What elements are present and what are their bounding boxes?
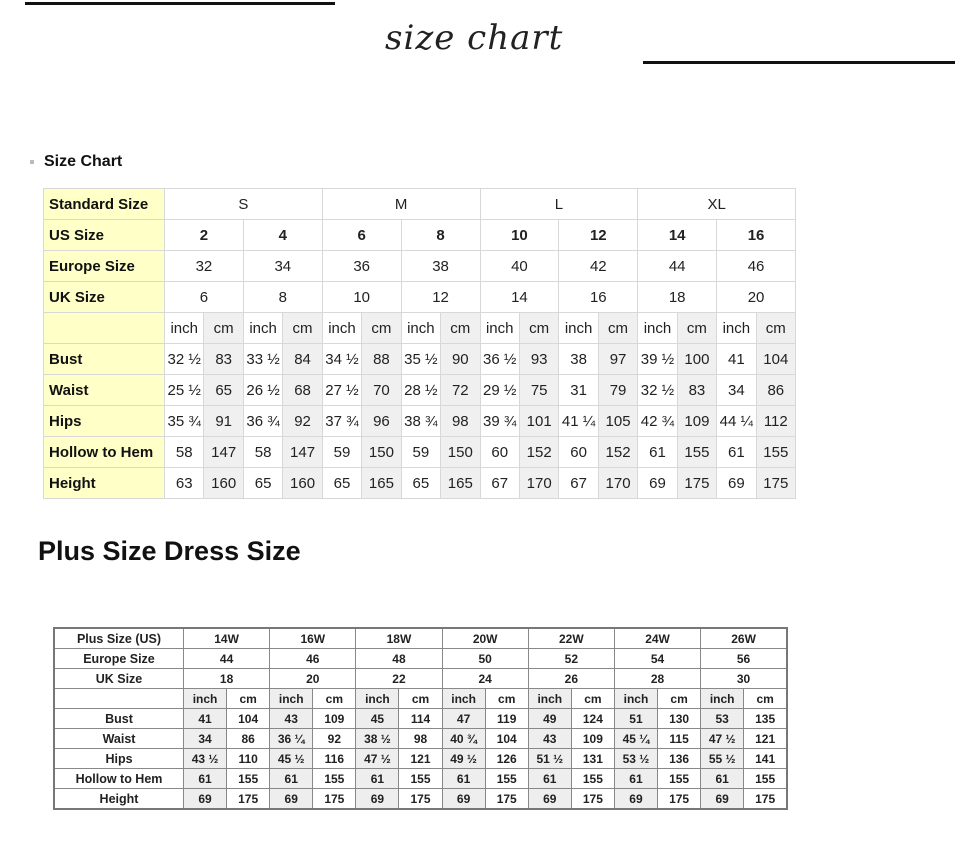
measurement-value: 79: [598, 375, 637, 406]
size-value: 16: [559, 282, 638, 313]
size-value: 46: [270, 649, 356, 669]
measurement-value: 124: [571, 709, 614, 729]
row-label: US Size: [44, 220, 165, 251]
measurement-value: 135: [744, 709, 787, 729]
unit-header: cm: [283, 313, 322, 344]
europe-size-row: [44, 251, 796, 282]
size-value: 36: [322, 251, 401, 282]
size-header: L: [480, 189, 638, 220]
measurement-value: 160: [283, 468, 322, 499]
measurement-value: 45: [356, 709, 399, 729]
measurement-value: 175: [227, 789, 270, 810]
measurement-row: [54, 709, 787, 729]
measurement-value: 53 ½: [614, 749, 657, 769]
size-value: 8: [401, 220, 480, 251]
measurement-value: 69: [717, 468, 756, 499]
unit-header: inch: [559, 313, 598, 344]
measurement-value: 35 ¾: [165, 406, 204, 437]
size-value: 26W: [701, 628, 787, 649]
size-value: 22: [356, 669, 442, 689]
measurement-value: 39 ½: [638, 344, 677, 375]
measurement-value: 39 ¾: [480, 406, 519, 437]
measurement-value: 69: [184, 789, 227, 810]
measurement-value: 65: [322, 468, 361, 499]
measurement-value: 69: [442, 789, 485, 810]
measurement-value: 43: [528, 729, 571, 749]
measurement-value: 152: [519, 437, 558, 468]
page-title: size chart: [385, 18, 564, 58]
measurement-value: 155: [658, 769, 701, 789]
decorative-line-left: [25, 2, 335, 5]
measurement-value: 47 ½: [701, 729, 744, 749]
measurement-row: [54, 729, 787, 749]
measurement-value: 69: [614, 789, 657, 810]
size-chart-heading: [30, 153, 122, 171]
unit-header: inch: [165, 313, 204, 344]
unit-header: inch: [442, 689, 485, 709]
measurement-value: 32 ½: [638, 375, 677, 406]
unit-header: inch: [614, 689, 657, 709]
measurement-value: 33 ½: [243, 344, 282, 375]
measurement-value: 104: [756, 344, 795, 375]
measurement-value: 97: [598, 344, 637, 375]
row-label: Bust: [54, 709, 184, 729]
size-value: 4: [243, 220, 322, 251]
measurement-value: 175: [658, 789, 701, 810]
measurement-value: 155: [399, 769, 442, 789]
measurement-value: 59: [401, 437, 440, 468]
measurement-value: 65: [401, 468, 440, 499]
decorative-line-right: [643, 61, 955, 64]
measurement-value: 147: [204, 437, 243, 468]
measurement-value: 131: [571, 749, 614, 769]
measurement-value: 36 ½: [480, 344, 519, 375]
unit-header: cm: [485, 689, 528, 709]
measurement-value: 41 ¼: [559, 406, 598, 437]
size-header: S: [165, 189, 323, 220]
measurement-value: 110: [227, 749, 270, 769]
measurement-value: 69: [638, 468, 677, 499]
measurement-value: 93: [519, 344, 558, 375]
measurement-value: 175: [399, 789, 442, 810]
size-value: 38: [401, 251, 480, 282]
unit-header: inch: [717, 313, 756, 344]
measurement-value: 121: [399, 749, 442, 769]
measurement-value: 34 ½: [322, 344, 361, 375]
row-label: Waist: [44, 375, 165, 406]
measurement-value: 165: [362, 468, 401, 499]
unit-header: inch: [528, 689, 571, 709]
measurement-value: 155: [571, 769, 614, 789]
measurement-value: 170: [519, 468, 558, 499]
measurement-value: 58: [165, 437, 204, 468]
size-value: 14: [638, 220, 717, 251]
measurement-value: 61: [356, 769, 399, 789]
size-chart-heading-text: Size Chart: [44, 153, 123, 170]
measurement-value: 121: [744, 729, 787, 749]
row-label: Hollow to Hem: [54, 769, 184, 789]
size-value: 10: [322, 282, 401, 313]
unit-header: inch: [401, 313, 440, 344]
measurement-value: 28 ½: [401, 375, 440, 406]
measurement-value: 175: [313, 789, 356, 810]
measurement-value: 72: [441, 375, 480, 406]
measurement-value: 126: [485, 749, 528, 769]
size-value: 14W: [184, 628, 270, 649]
measurement-value: 59: [322, 437, 361, 468]
unit-header: inch: [184, 689, 227, 709]
measurement-value: 44 ¼: [717, 406, 756, 437]
measurement-value: 45 ¼: [614, 729, 657, 749]
measurement-value: 155: [313, 769, 356, 789]
size-value: 34: [243, 251, 322, 282]
measurement-value: 150: [362, 437, 401, 468]
size-value: 44: [638, 251, 717, 282]
size-value: 32: [165, 251, 244, 282]
measurement-value: 29 ½: [480, 375, 519, 406]
measurement-value: 67: [559, 468, 598, 499]
unit-header: inch: [243, 313, 282, 344]
measurement-value: 115: [658, 729, 701, 749]
measurement-value: 116: [313, 749, 356, 769]
unit-header: inch: [322, 313, 361, 344]
measurement-value: 136: [658, 749, 701, 769]
measurement-value: 63: [165, 468, 204, 499]
measurement-value: 112: [756, 406, 795, 437]
measurement-value: 141: [744, 749, 787, 769]
measurement-value: 38 ¾: [401, 406, 440, 437]
measurement-value: 69: [270, 789, 313, 810]
measurement-value: 92: [283, 406, 322, 437]
measurement-value: 31: [559, 375, 598, 406]
row-label: Hips: [44, 406, 165, 437]
measurement-value: 165: [441, 468, 480, 499]
measurement-value: 155: [756, 437, 795, 468]
size-value: 2: [165, 220, 244, 251]
measurement-value: 109: [571, 729, 614, 749]
unit-header: cm: [677, 313, 716, 344]
size-value: 52: [528, 649, 614, 669]
measurement-value: 43 ½: [184, 749, 227, 769]
size-value: 18: [638, 282, 717, 313]
measurement-value: 61: [717, 437, 756, 468]
measurement-value: 35 ½: [401, 344, 440, 375]
measurement-value: 61: [442, 769, 485, 789]
measurement-value: 67: [480, 468, 519, 499]
measurement-value: 98: [399, 729, 442, 749]
measurement-value: 86: [756, 375, 795, 406]
size-value: 10: [480, 220, 559, 251]
measurement-row: [44, 375, 796, 406]
size-value: 42: [559, 251, 638, 282]
measurement-value: 101: [519, 406, 558, 437]
measurement-value: 170: [598, 468, 637, 499]
measurement-row: [54, 749, 787, 769]
plus-size-heading: Plus Size Dress Size: [38, 536, 301, 566]
measurement-value: 175: [571, 789, 614, 810]
unit-header: cm: [441, 313, 480, 344]
measurement-value: 42 ¾: [638, 406, 677, 437]
size-value: 16: [717, 220, 796, 251]
measurement-value: 90: [441, 344, 480, 375]
measurement-row: [54, 769, 787, 789]
unit-header: inch: [270, 689, 313, 709]
row-label: Plus Size (US): [54, 628, 184, 649]
size-chart-table: [43, 188, 796, 499]
units-row: [54, 689, 787, 709]
size-value: 46: [717, 251, 796, 282]
measurement-value: 109: [677, 406, 716, 437]
units-row: [44, 313, 796, 344]
measurement-value: 69: [701, 789, 744, 810]
row-label: UK Size: [44, 282, 165, 313]
measurement-value: 26 ½: [243, 375, 282, 406]
measurement-row: [44, 468, 796, 499]
row-label: Standard Size: [44, 189, 165, 220]
unit-header: inch: [480, 313, 519, 344]
measurement-value: 34: [717, 375, 756, 406]
measurement-value: 65: [243, 468, 282, 499]
measurement-value: 109: [313, 709, 356, 729]
measurement-value: 91: [204, 406, 243, 437]
measurement-value: 32 ½: [165, 344, 204, 375]
measurement-value: 36 ¼: [270, 729, 313, 749]
row-label: Waist: [54, 729, 184, 749]
size-value: 44: [184, 649, 270, 669]
row-label: Hollow to Hem: [44, 437, 165, 468]
size-value: 20W: [442, 628, 528, 649]
size-value: 12: [559, 220, 638, 251]
size-value: 18: [184, 669, 270, 689]
us-size-row: [54, 628, 787, 649]
size-value: 8: [243, 282, 322, 313]
measurement-value: 60: [480, 437, 519, 468]
measurement-value: 130: [658, 709, 701, 729]
uk-size-row: [44, 282, 796, 313]
measurement-value: 104: [227, 709, 270, 729]
size-value: 16W: [270, 628, 356, 649]
measurement-value: 75: [519, 375, 558, 406]
measurement-value: 92: [313, 729, 356, 749]
measurement-value: 61: [270, 769, 313, 789]
row-label: Height: [54, 789, 184, 810]
measurement-value: 155: [227, 769, 270, 789]
unit-header: cm: [204, 313, 243, 344]
measurement-value: 25 ½: [165, 375, 204, 406]
measurement-value: 43: [270, 709, 313, 729]
row-label: Europe Size: [54, 649, 184, 669]
measurement-value: 175: [485, 789, 528, 810]
measurement-value: 53: [701, 709, 744, 729]
measurement-value: 61: [638, 437, 677, 468]
size-value: 6: [165, 282, 244, 313]
measurement-value: 86: [227, 729, 270, 749]
measurement-value: 119: [485, 709, 528, 729]
measurement-value: 160: [204, 468, 243, 499]
measurement-value: 40 ¾: [442, 729, 485, 749]
measurement-value: 175: [677, 468, 716, 499]
measurement-value: 70: [362, 375, 401, 406]
unit-header: cm: [756, 313, 795, 344]
measurement-value: 51: [614, 709, 657, 729]
measurement-value: 47: [442, 709, 485, 729]
size-value: 56: [701, 649, 787, 669]
measurement-value: 155: [744, 769, 787, 789]
measurement-value: 61: [184, 769, 227, 789]
europe-size-row: [54, 649, 787, 669]
unit-header: cm: [399, 689, 442, 709]
measurement-row: [44, 344, 796, 375]
standard-size-row: [44, 189, 796, 220]
measurement-value: 34: [184, 729, 227, 749]
size-header: XL: [638, 189, 796, 220]
size-value: 50: [442, 649, 528, 669]
unit-header: cm: [571, 689, 614, 709]
size-value: 24: [442, 669, 528, 689]
unit-header: inch: [356, 689, 399, 709]
size-header: M: [322, 189, 480, 220]
unit-header: cm: [227, 689, 270, 709]
size-value: 22W: [528, 628, 614, 649]
measurement-value: 69: [528, 789, 571, 810]
measurement-value: 68: [283, 375, 322, 406]
measurement-value: 105: [598, 406, 637, 437]
row-label: [44, 313, 165, 344]
measurement-value: 60: [559, 437, 598, 468]
measurement-value: 45 ½: [270, 749, 313, 769]
measurement-value: 36 ¾: [243, 406, 282, 437]
size-value: 6: [322, 220, 401, 251]
size-value: 54: [614, 649, 700, 669]
measurement-value: 152: [598, 437, 637, 468]
measurement-row: [44, 437, 796, 468]
size-value: 28: [614, 669, 700, 689]
unit-header: cm: [519, 313, 558, 344]
size-value: 20: [717, 282, 796, 313]
measurement-value: 69: [356, 789, 399, 810]
measurement-value: 114: [399, 709, 442, 729]
measurement-value: 175: [744, 789, 787, 810]
unit-header: inch: [638, 313, 677, 344]
size-value: 26: [528, 669, 614, 689]
uk-size-row: [54, 669, 787, 689]
measurement-value: 65: [204, 375, 243, 406]
size-value: 40: [480, 251, 559, 282]
unit-header: inch: [701, 689, 744, 709]
measurement-value: 51 ½: [528, 749, 571, 769]
measurement-value: 49 ½: [442, 749, 485, 769]
measurement-value: 61: [701, 769, 744, 789]
unit-header: cm: [313, 689, 356, 709]
size-value: 48: [356, 649, 442, 669]
measurement-value: 150: [441, 437, 480, 468]
row-label: [54, 689, 184, 709]
measurement-value: 83: [677, 375, 716, 406]
unit-header: cm: [362, 313, 401, 344]
measurement-value: 41: [717, 344, 756, 375]
unit-header: cm: [598, 313, 637, 344]
size-value: 20: [270, 669, 356, 689]
row-label: UK Size: [54, 669, 184, 689]
measurement-value: 100: [677, 344, 716, 375]
plus-size-table: [53, 627, 788, 810]
measurement-value: 83: [204, 344, 243, 375]
row-label: Europe Size: [44, 251, 165, 282]
us-size-row: [44, 220, 796, 251]
measurement-value: 55 ½: [701, 749, 744, 769]
size-value: 24W: [614, 628, 700, 649]
size-value: 30: [701, 669, 787, 689]
measurement-value: 175: [756, 468, 795, 499]
row-label: Hips: [54, 749, 184, 769]
row-label: Bust: [44, 344, 165, 375]
measurement-value: 41: [184, 709, 227, 729]
measurement-row: [54, 789, 787, 810]
measurement-row: [44, 406, 796, 437]
measurement-value: 38 ½: [356, 729, 399, 749]
unit-header: cm: [744, 689, 787, 709]
measurement-value: 61: [614, 769, 657, 789]
measurement-value: 147: [283, 437, 322, 468]
measurement-value: 58: [243, 437, 282, 468]
size-value: 14: [480, 282, 559, 313]
measurement-value: 104: [485, 729, 528, 749]
measurement-value: 47 ½: [356, 749, 399, 769]
measurement-value: 37 ¾: [322, 406, 361, 437]
measurement-value: 98: [441, 406, 480, 437]
measurement-value: 49: [528, 709, 571, 729]
measurement-value: 84: [283, 344, 322, 375]
size-value: 12: [401, 282, 480, 313]
measurement-value: 38: [559, 344, 598, 375]
unit-header: cm: [658, 689, 701, 709]
size-value: 18W: [356, 628, 442, 649]
row-label: Height: [44, 468, 165, 499]
bullet-icon: [30, 160, 34, 164]
measurement-value: 96: [362, 406, 401, 437]
measurement-value: 61: [528, 769, 571, 789]
measurement-value: 155: [677, 437, 716, 468]
measurement-value: 88: [362, 344, 401, 375]
measurement-value: 155: [485, 769, 528, 789]
measurement-value: 27 ½: [322, 375, 361, 406]
